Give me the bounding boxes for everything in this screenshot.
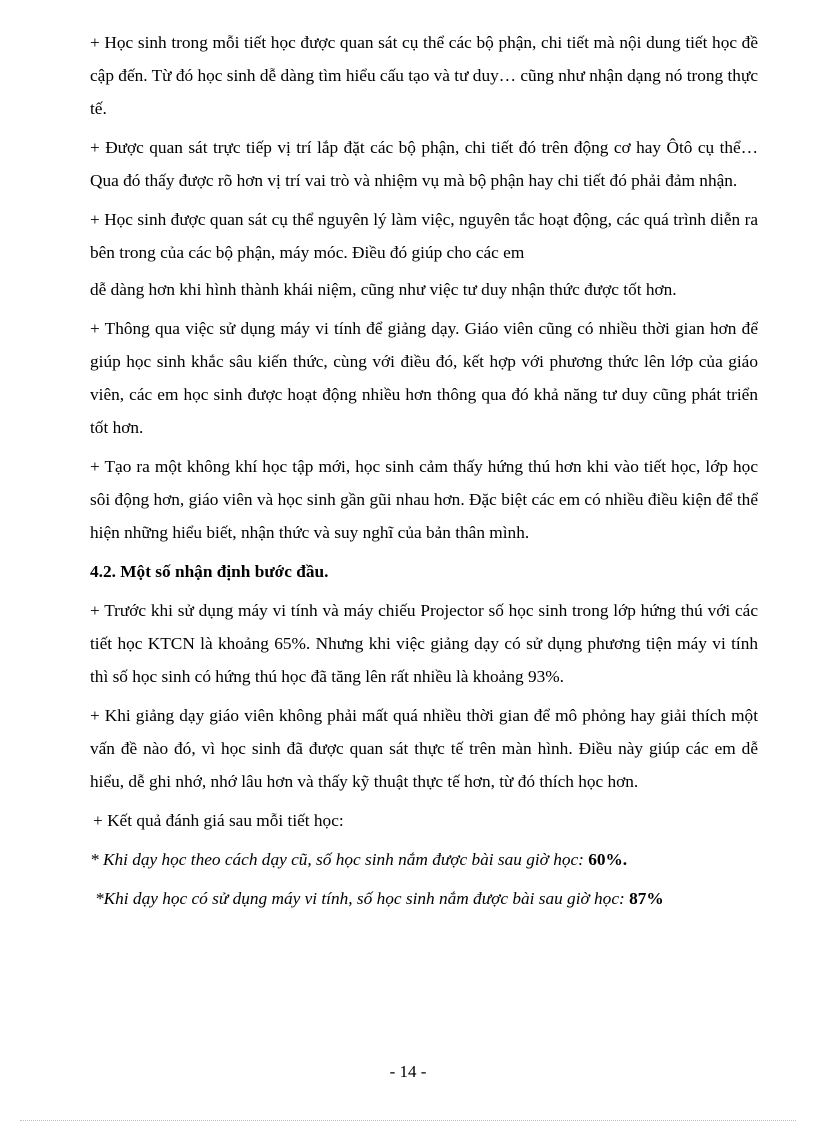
paragraph-installation-position: + Được quan sát trực tiếp vị trí lắp đặt các bộ phận, chi tiết đó trên động cơ hay Ôtô cụ thể… Qua đó thấy được rõ hơn vị trí vai trò và nhiệm vụ mà bộ phận hay chi tiết đó phải đảm nhận.	[90, 138, 758, 190]
paragraph-observe-parts: + Học sinh trong mỗi tiết học được quan sát cụ thể các bộ phận, chi tiết mà nội dung tiết học đề cập đến. Từ đó học sinh dễ dàng tìm hiểu cấu tạo và tư duy… cũng như nhận dạng nó trong thực tế.	[90, 33, 758, 118]
paragraph-evaluation-intro: + Kết quả đánh giá sau mỗi tiết học:	[93, 811, 344, 830]
result-old-method	[90, 843, 758, 876]
paragraph-teacher-time: + Khi giảng dạy giáo viên không phải mất quá nhiều thời gian để mô phỏng hay giải thích một vấn đề nào đó, vì học sinh đã được quan sát thực tế trên màn hình. Điều này giúp các em dễ hiểu, dễ ghi nhớ, nhớ lâu hơn và thấy kỹ thuật thực tế hơn, từ đó thích học hơn.	[90, 706, 758, 791]
result-computer-method-value: 87%	[629, 889, 664, 908]
footer-divider	[20, 1120, 796, 1121]
result-computer-method	[90, 882, 758, 915]
result-old-method-value: 60%.	[588, 850, 628, 869]
paragraph-new-atmosphere: + Tạo ra một không khí học tập mới, học sinh cảm thấy hứng thú hơn khi vào tiết học, lớp học sôi động hơn, giáo viên và học sinh gần gũi nhau hơn. Đặc biệt các em có nhiều điều kiện để thể hiện những hiểu biết, nhận thức và suy nghĩ của bản thân mình.	[90, 457, 758, 542]
document-page	[90, 26, 758, 921]
paragraph-working-principle-cont: dễ dàng hơn khi hình thành khái niệm, cũng như việc tư duy nhận thức được tốt hơn.	[90, 280, 677, 299]
paragraph-interest-rate: + Trước khi sử dụng máy vi tính và máy chiếu Projector số học sinh trong lớp hứng thú với các tiết học KTCN là khoảng 65%. Nhưng khi việc giảng dạy có sử dụng phương tiện máy vi tính thì số học sinh có hứng thú học đã tăng lên rất nhiều là khoảng 93%.	[90, 601, 758, 686]
section-heading: 4.2. Một số nhận định bước đầu.	[90, 562, 329, 581]
result-computer-method-text: *Khi dạy học có sử dụng máy vi tính, số học sinh nắm được bài sau giờ học:	[95, 889, 630, 908]
result-old-method-text: * Khi dạy học theo cách dạy cũ, số học sinh nắm được bài sau giờ học:	[90, 850, 589, 869]
page-number: - 14 -	[389, 1062, 427, 1081]
paragraph-computer-teaching: + Thông qua việc sử dụng máy vi tính để giảng dạy. Giáo viên cũng có nhiều thời gian hơn để giúp học sinh khắc sâu kiến thức, cùng với điều đó, kết hợp với phương thức lên lớp của giáo viên, các em học sinh được hoạt động nhiều hơn thông qua đó khả năng tư duy cũng phát triển tốt hơn.	[90, 319, 758, 437]
paragraph-working-principle: + Học sinh được quan sát cụ thể nguyên lý làm việc, nguyên tắc hoạt động, các quá trình diễn ra bên trong của các bộ phận, máy móc. Điều đó giúp cho các em	[90, 210, 758, 262]
